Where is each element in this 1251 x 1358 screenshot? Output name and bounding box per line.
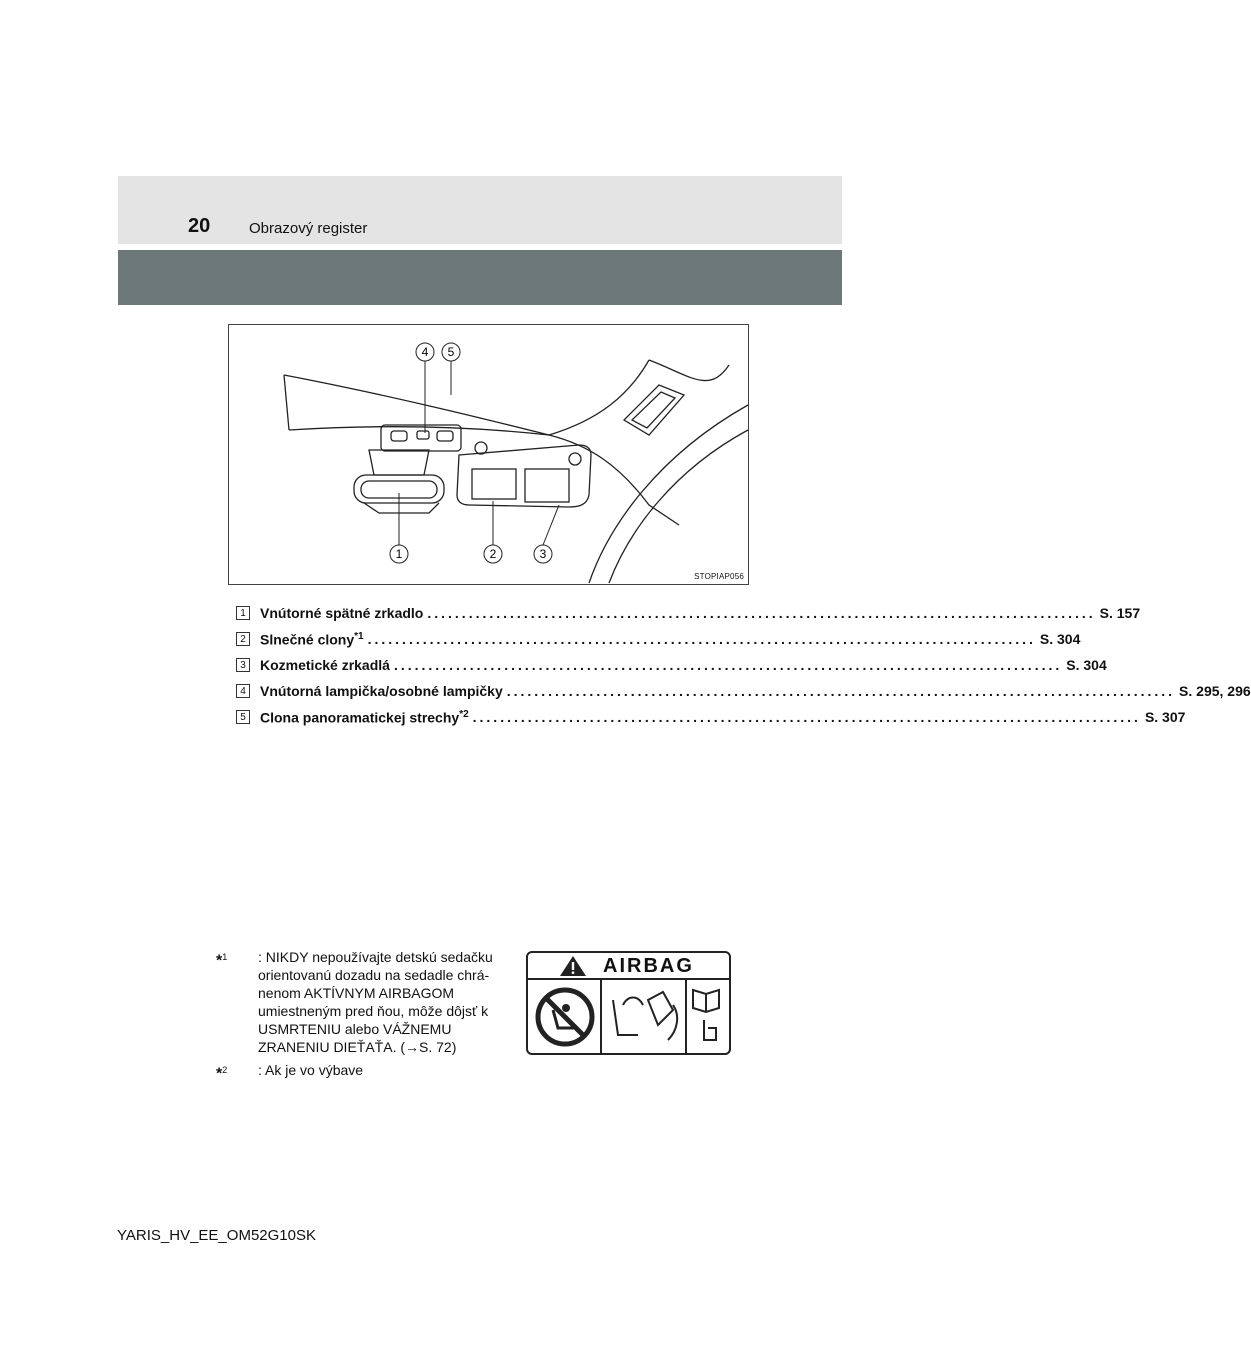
manual-icon	[693, 990, 719, 1040]
item-label: Kozmetické zrkadlá	[260, 657, 390, 673]
item-number: 4	[236, 684, 250, 698]
airbag-title-bar	[528, 953, 729, 980]
footnote-2	[216, 1061, 516, 1083]
dot-leader: .................................................................................................	[393, 657, 1063, 673]
header-top-bar	[118, 176, 842, 244]
page-reference-link[interactable]: S. 307	[1144, 709, 1186, 725]
item-label: Vnútorná lampička/osobné lampičky	[260, 683, 503, 699]
page-reference-link[interactable]: S. 304	[1039, 631, 1081, 647]
footnote-marker: *2	[459, 708, 469, 720]
roof-interior-drawing	[229, 325, 748, 584]
callout-label-1: 1	[395, 547, 403, 561]
callout-label-5: 5	[447, 345, 455, 359]
item-number: 2	[236, 632, 250, 646]
callout-label-2: 2	[489, 547, 497, 561]
figure-code: STOPIAP056	[694, 572, 744, 581]
callout-label-4: 4	[421, 345, 429, 359]
header-band	[118, 250, 842, 305]
section-title: Obrazový register	[249, 220, 368, 237]
no-child-seat-icon	[538, 990, 592, 1044]
list-item	[236, 678, 1251, 704]
item-number: 5	[236, 710, 250, 724]
airbag-pictograms	[528, 980, 729, 1053]
footnote-marker: *1	[354, 630, 364, 642]
page-reference-link[interactable]: S. 157	[1099, 605, 1141, 621]
item-label: Clona panoramatickej strechy$^{*2}$	[260, 708, 469, 726]
list-item	[236, 652, 1107, 678]
page-number: 20	[188, 215, 211, 237]
warning-triangle-icon	[558, 954, 588, 978]
footnote-1	[216, 948, 516, 1056]
dot-leader: .................................................................................................	[506, 683, 1176, 699]
item-number: 1	[236, 606, 250, 620]
dot-leader: .................................................................................................	[472, 709, 1141, 725]
page-reference-link[interactable]: S. 295, 296	[1179, 683, 1251, 699]
page-reference-link[interactable]: S. 304	[1066, 657, 1107, 673]
model-code: YARIS_HV_EE_OM52G10SK	[117, 1227, 316, 1244]
footnote-marker: *$^2$	[216, 1065, 228, 1083]
airbag-title: AIRBAG	[603, 955, 694, 977]
item-number: 3	[236, 658, 250, 672]
footnote-text: : NIKDY nepoužívajte detskú sedačku orientovanú dozadu na sedadle chrá-nenom AKTÍVNYM AIRBAGOM umiestneným pred ňou, môže dôjsť k USMRTENIU alebo VÁŽNEMU ZRANENIU DIEŤAŤA. (→S. 72)	[258, 949, 493, 1055]
dot-leader: .................................................................................................	[367, 631, 1036, 647]
footnote-marker: *$^1$	[216, 952, 228, 970]
list-item	[236, 626, 1081, 652]
callout-label-3: 3	[539, 547, 547, 561]
rear-facing-seat-icon	[613, 992, 677, 1040]
component-list	[236, 600, 1251, 730]
airbag-warning-label	[526, 951, 731, 1055]
interior-illustration	[228, 324, 749, 585]
footnotes	[216, 948, 516, 1084]
item-label: Vnútorné spätné zrkadlo	[260, 605, 424, 621]
item-label: Slnečné clony$^{*1}$	[260, 630, 364, 648]
list-item	[236, 704, 1186, 730]
dot-leader: .................................................................................................	[427, 605, 1096, 621]
footnote-text: : Ak je vo výbave	[258, 1062, 364, 1078]
list-item	[236, 600, 1141, 626]
